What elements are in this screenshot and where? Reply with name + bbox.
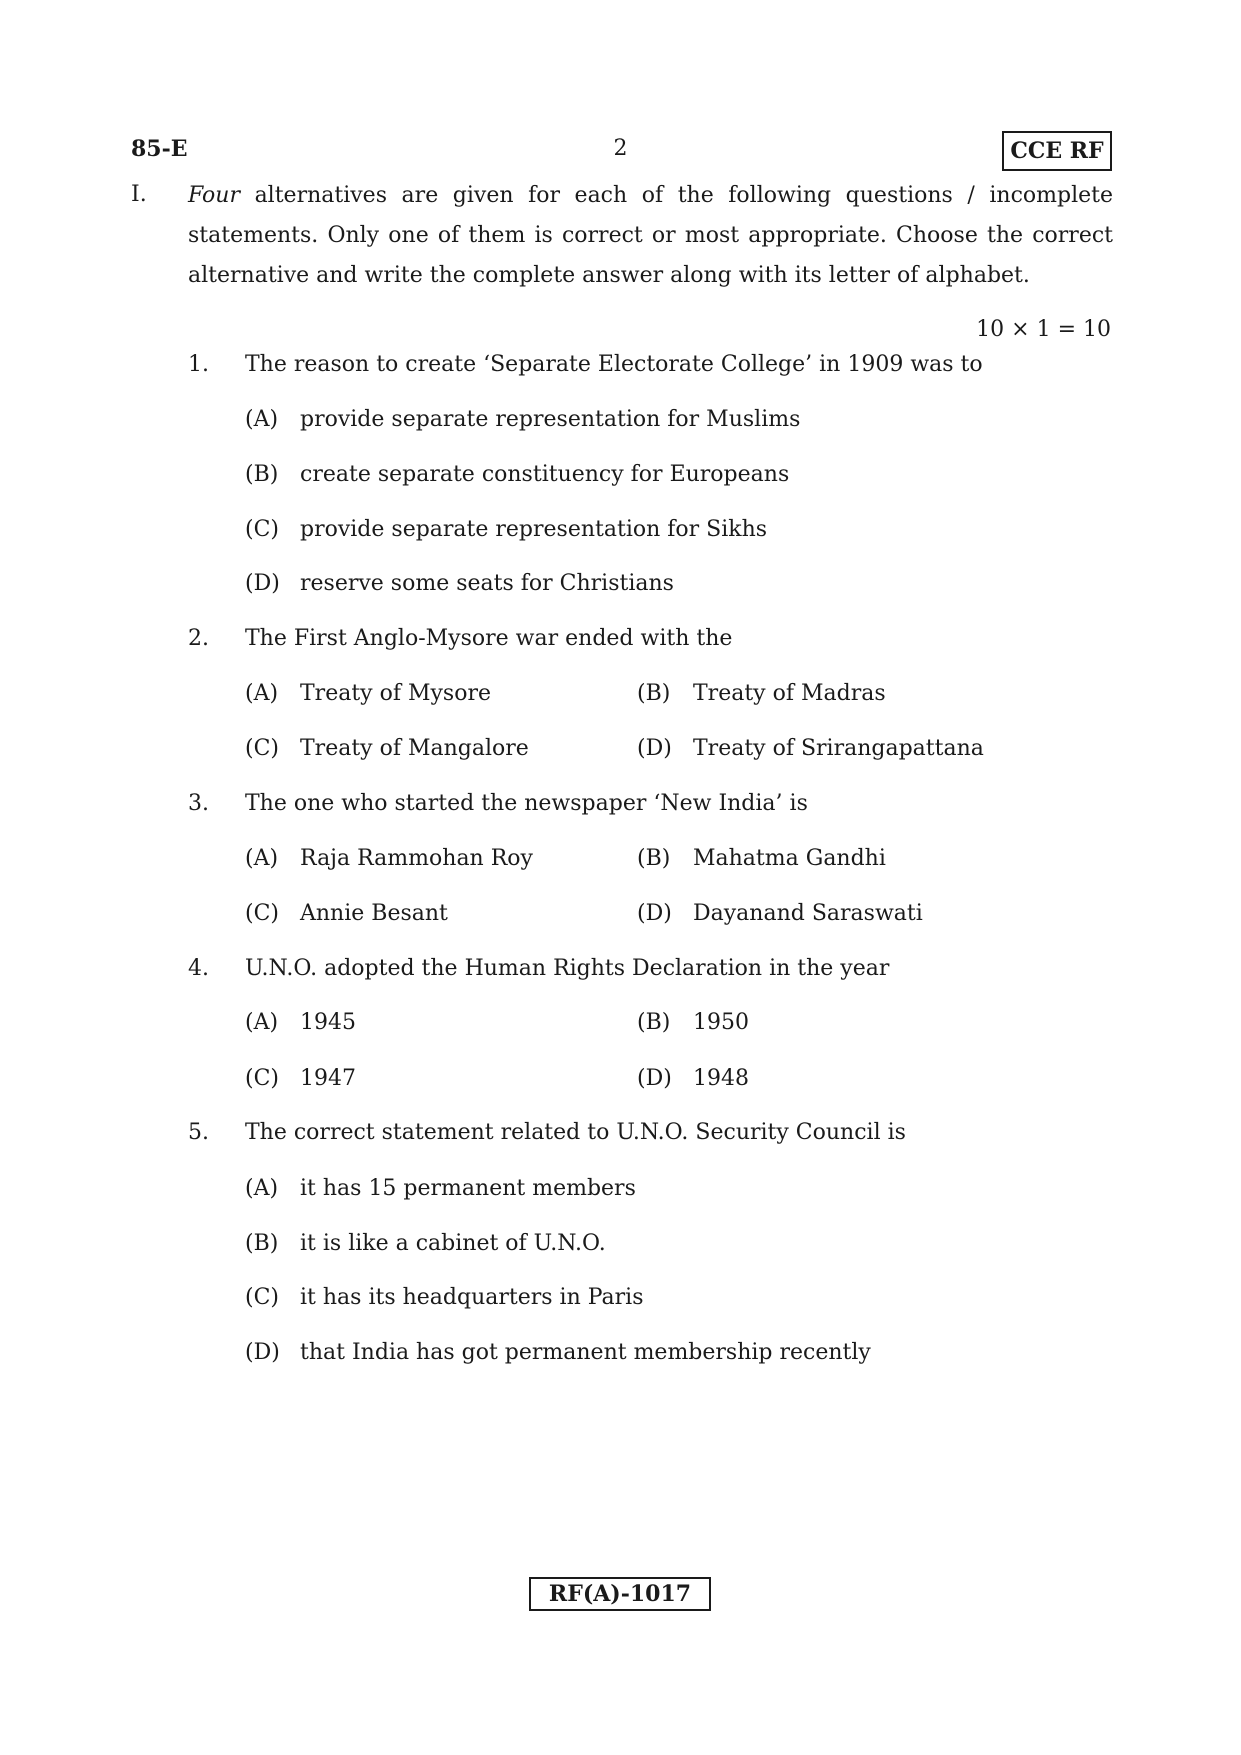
- option-text: Treaty of Srirangapattana: [693, 736, 984, 761]
- option-text: Treaty of Madras: [693, 681, 886, 706]
- option-letter: (B): [245, 462, 279, 487]
- option-text: Annie Besant: [300, 901, 448, 926]
- series-code-box: [1002, 131, 1112, 171]
- option-letter: (B): [637, 846, 671, 871]
- option-text: Raja Rammohan Roy: [300, 846, 533, 871]
- instruction-emphasis: Four: [188, 183, 240, 208]
- option-text: 1948: [693, 1066, 749, 1091]
- question-number: 5.: [188, 1120, 209, 1145]
- instruction-text: alternatives are given for each of the following questions / incomplete statements. Only one of them is correct or most appropriate. Choose the correct alternative and write the complete answer along with its letter of alphabet.: [188, 183, 1113, 288]
- option-letter: (A): [245, 407, 279, 432]
- option-letter: (C): [245, 736, 279, 761]
- question-text: U.N.O. adopted the Human Rights Declaration in the year: [245, 956, 890, 981]
- option-letter: (C): [245, 517, 279, 542]
- option-letter: (D): [637, 901, 672, 926]
- option-letter: (C): [245, 1285, 279, 1310]
- option-text: provide separate representation for Muslims: [300, 407, 801, 432]
- option-letter: (A): [245, 1176, 279, 1201]
- option-text: create separate constituency for Europeans: [300, 462, 790, 487]
- option-letter: (D): [637, 736, 672, 761]
- question-number: 4.: [188, 956, 209, 981]
- option-letter: (B): [245, 1231, 279, 1256]
- page-number: 2: [613, 136, 628, 161]
- section-number: I.: [131, 182, 147, 207]
- question-text: The correct statement related to U.N.O. Security Council is: [245, 1120, 906, 1145]
- question-text: The First Anglo-Mysore war ended with the: [245, 626, 733, 651]
- series-code: CCE RF: [1010, 138, 1104, 164]
- option-text: it is like a cabinet of U.N.O.: [300, 1231, 606, 1256]
- option-text: Treaty of Mysore: [300, 681, 491, 706]
- question-number: 1.: [188, 352, 209, 377]
- question-number: 3.: [188, 791, 209, 816]
- section-instruction: [188, 176, 1113, 296]
- option-text: 1945: [300, 1010, 356, 1035]
- footer-code: RF(A)-1017: [548, 1581, 692, 1607]
- option-text: it has 15 permanent members: [300, 1176, 636, 1201]
- option-text: reserve some seats for Christians: [300, 571, 674, 596]
- option-text: it has its headquarters in Paris: [300, 1285, 644, 1310]
- option-letter: (D): [245, 1340, 280, 1365]
- option-letter: (B): [637, 681, 671, 706]
- option-letter: (D): [245, 571, 280, 596]
- option-text: Treaty of Mangalore: [300, 736, 529, 761]
- marks-allocation: 10 × 1 = 10: [976, 317, 1111, 342]
- paper-code: 85-E: [131, 136, 188, 162]
- option-text: that India has got permanent membership recently: [300, 1340, 871, 1365]
- option-text: Dayanand Saraswati: [693, 901, 923, 926]
- option-text: provide separate representation for Sikhs: [300, 517, 768, 542]
- option-letter: (D): [637, 1066, 672, 1091]
- option-text: Mahatma Gandhi: [693, 846, 886, 871]
- question-text: The reason to create ‘Separate Electorate College’ in 1909 was to: [245, 352, 983, 377]
- footer-code-box: [529, 1577, 711, 1611]
- option-letter: (C): [245, 1066, 279, 1091]
- question-number: 2.: [188, 626, 209, 651]
- question-text: The one who started the newspaper ‘New India’ is: [245, 791, 808, 816]
- option-letter: (A): [245, 1010, 279, 1035]
- option-text: 1947: [300, 1066, 356, 1091]
- option-letter: (A): [245, 681, 279, 706]
- option-letter: (A): [245, 846, 279, 871]
- option-letter: (B): [637, 1010, 671, 1035]
- option-letter: (C): [245, 901, 279, 926]
- option-text: 1950: [693, 1010, 749, 1035]
